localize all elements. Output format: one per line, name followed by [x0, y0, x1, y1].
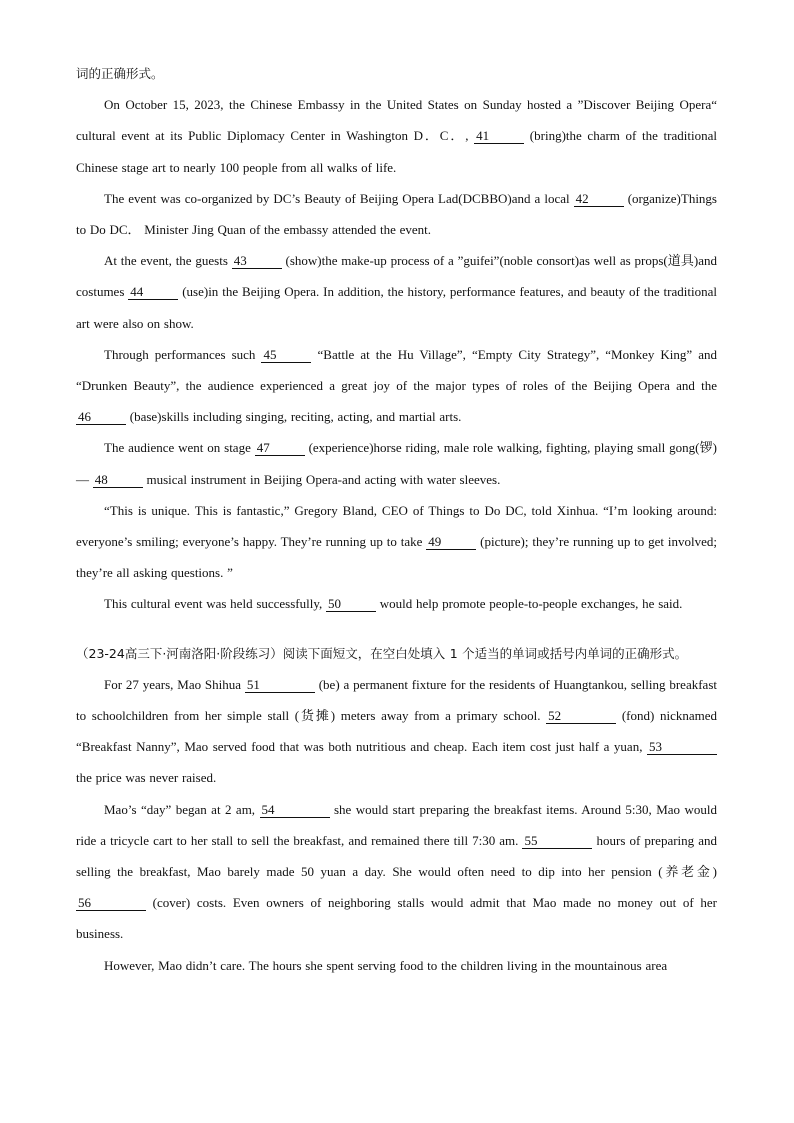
paragraph-2: The event was co-organized by DC’s Beauty of Beijing Opera Lad(DCBBO)and a local 42 (organize)Things to Do DC． Minister Jing Quan of the embassy attended the event. [76, 190, 717, 238]
blank-48[interactable]: 48 [93, 473, 143, 488]
paragraph-9: For 27 years, Mao Shihua 51 (be) a permanent fixture for the residents of Huangtankou, selling breakfast to schoolchildren from her simple stall (货摊) meters away from a primary school. 52 (fond) nicknamed “Breakfast Nanny”, Mao served food that was both nutritious and cheap. Each item cost just half a yuan, 53 the price was never raised. [76, 676, 717, 786]
blank-41[interactable]: 41 [474, 129, 524, 144]
blank-50[interactable]: 50 [326, 597, 376, 612]
blank-49[interactable]: 49 [426, 535, 476, 550]
blank-51[interactable]: 51 [245, 678, 315, 693]
paragraph-5: The audience went on stage 47 (experience)horse riding, male role walking, fighting, playing small gong(锣)— 48 musical instrument in Beijing Opera-and acting with water sleeves. [76, 440, 717, 487]
blank-42[interactable]: 42 [574, 192, 624, 207]
blank-55[interactable]: 55 [522, 834, 592, 849]
blank-47[interactable]: 47 [255, 441, 305, 456]
paragraph-11: However, Mao didn’t care. The hours she spent serving food to the children living in the mountainous area [104, 957, 668, 973]
blank-43[interactable]: 43 [232, 254, 282, 269]
paragraph-6: “This is unique. This is fantastic,” Gregory Bland, CEO of Things to Do DC, told Xinhua. “I’m looking around: everyone’s smiling; everyone’s happy. They’re running up to take 49 (picture); they’re running up to get involved; they’re all asking questions. ” [76, 502, 717, 581]
document-page [76, 58, 717, 981]
blank-56[interactable]: 56 [76, 896, 146, 911]
blank-53[interactable]: 53 [647, 740, 717, 755]
paragraph-4: Through performances such 45 “Battle at the Hu Village”, “Empty City Strategy”, “Monkey King” and “Drunken Beauty”, the audience experienced a great joy of the major types of roles of the Beijing Opera and the 46 (base)skills including singing, reciting, acting, and martial arts. [76, 346, 717, 425]
blank-52[interactable]: 52 [546, 709, 616, 724]
paragraph-1: On October 15, 2023, the Chinese Embassy in the United States on Sunday hosted a ”Discover Beijing Opera“ cultural event at its Public Diplomacy Center in Washington D．C．, 41 (bring)the charm of the traditional Chinese stage art to nearly 100 people from all walks of life. [76, 97, 717, 175]
passage-2-instruction: （23-24高三下·河南洛阳·阶段练习）阅读下面短文，在空白处填入 1 个适当的单词或括号内单词的正确形式。 [76, 645, 688, 661]
paragraph-3: At the event, the guests 43 (show)the make-up process of a ”guifei”(noble consort)as well as props(道具)and costumes 44 (use)in the Beijing Opera. In addition, the history, performance features, and beauty of the traditional art were also on show. [76, 253, 717, 331]
continuation-instruction: 词的正确形式。 [76, 66, 164, 81]
blank-46[interactable]: 46 [76, 410, 126, 425]
paragraph-7: This cultural event was held successfully, 50 would help promote people-to-people exchanges, he said. [104, 596, 683, 612]
paragraph-10: Mao’s “day” began at 2 am, 54 she would start preparing the breakfast items. Around 5:30, Mao would ride a tricycle cart to her stall to sell the breakfast, and remained there till 7:30 am. 55 hours of preparing and selling the breakfast, Mao barely made 50 yuan a day. She would often need to dip into her pension (养老金) 56 (cover) costs. Even owners of neighboring stalls would admit that Mao made no money out of her business. [76, 801, 717, 942]
blank-45[interactable]: 45 [261, 348, 311, 363]
blank-54[interactable]: 54 [260, 803, 330, 818]
blank-44[interactable]: 44 [128, 285, 178, 300]
